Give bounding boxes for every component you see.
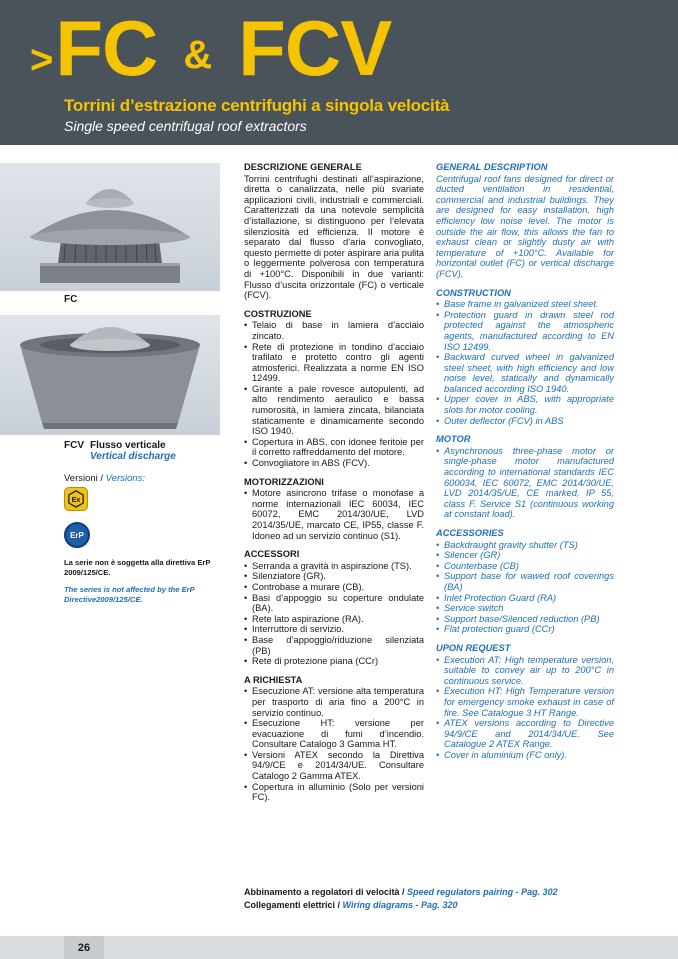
section-body: Centrifugal roof fans designed for direct or ducted ventilation in residential, commercial and industrial buildings. They are designed for easy installation, high efficiency low noise level. The motor is outside the air flow, this allows the fan to exhaust clean or slightly dusty air with temperature of +100°C. Available for horizontal outlet (FC) or vertical discharge (FCV). [436, 173, 614, 279]
title-fc: FC [55, 4, 158, 92]
section-heading: COSTRUZIONE [244, 308, 312, 319]
versions-label [64, 473, 145, 484]
list-item: • Backward curved wheel in galvanized steel sheet, with high efficiency and low noise level, statically and dynamically balanced according ISO 1940. [436, 352, 614, 394]
list-item: • Basi d’appoggio su coperture ondulate (BA). [244, 593, 424, 614]
italian-column [244, 162, 424, 811]
fcv-label-english: Vertical discharge [90, 451, 176, 462]
list-item: • Silenziatore (GR). [244, 571, 424, 582]
list-item: • Upper cover in ABS, with appropriate slots for motor cooling. [436, 394, 614, 415]
list-item: • Convogliatore in ABS (FCV). [244, 458, 424, 469]
list-item: • Esecuzione HT: versione per evacuazione di fumi d’incendio. Consultare Catalogo 3 Gamma HT. [244, 718, 424, 750]
section-heading: MOTOR [436, 434, 471, 445]
fcv-label [64, 440, 166, 451]
title-fcv: FCV [238, 4, 392, 92]
chevron-right-icon: > [30, 38, 54, 82]
section-heading: MOTORIZZAZIONI [244, 476, 324, 487]
list-item: • Serranda a gravità in aspirazione (TS). [244, 561, 424, 572]
erp-note-english: The series is not affected by the ErP Directive2009/125/CE. [64, 585, 195, 604]
reference-label-italian: Abbinamento a regolatori di velocità / [244, 887, 405, 897]
page-title [30, 6, 391, 90]
request-section-it [244, 675, 424, 803]
list-item: • Outer deflector (FCV) in ABS [436, 416, 614, 427]
list-item: • Silencer (GR) [436, 550, 614, 561]
list-item: • Execution HT: High Temperature version for emergency smoke exhaust in case of fire. See Catalogue 3 HT Range. [436, 686, 614, 718]
wiring-diagrams-reference [244, 900, 458, 910]
section-heading: CONSTRUCTION [436, 287, 511, 298]
list-item: • Copertura in alluminio (Solo per versioni FC). [244, 782, 424, 803]
title-ampersand: & [183, 33, 213, 77]
list-item: • Counterbase (CB) [436, 561, 614, 572]
fc-label: FC [64, 294, 78, 305]
list-item: • Controbase a murare (CB). [244, 582, 424, 593]
list-item: • Service switch [436, 603, 614, 614]
section-heading: A RICHIESTA [244, 674, 303, 685]
section-heading: ACCESSORIES [436, 528, 504, 538]
fcv-product-image [0, 315, 220, 435]
list-item: • ATEX versions according to Directive 94/9/CE and 2014/34/UE. See Catalogue 2 ATEX Range. [436, 718, 614, 750]
versions-label-english: Versions: [105, 473, 145, 484]
motor-section-en [436, 434, 614, 520]
versions-label-italian: Versioni / [64, 473, 104, 484]
list-item: • Support base for wawed roof coverings (BA) [436, 571, 614, 592]
section-heading: DESCRIZIONE GENERALE [244, 162, 362, 172]
subtitle-english: Single speed centrifugal roof extractors [64, 118, 307, 134]
erp-note-italian: La serie non è soggetta alla direttiva ErP 2009/125/CE. [64, 558, 211, 577]
fcv-code: FCV [64, 440, 84, 451]
list-item: • Girante a pale rovesce autopulenti, ad alto rendimento aeraulico e bassa rumorosità, in lamiera zincata, bilanciata staticamente e dinamicamente secondo ISO 1940. [244, 384, 424, 437]
list-item: • Telaio di base in lamiera d’acciaio zincato. [244, 320, 424, 341]
accessories-section-en [436, 528, 614, 635]
page-number: 26 [64, 936, 104, 959]
subtitle-italian: Torrini d’estrazione centrifughi a singola velocità [64, 96, 450, 115]
section-heading: ACCESSORI [244, 549, 300, 560]
list-item: • Support base/Silenced reduction (PB) [436, 614, 614, 625]
list-item: • Base frame in galvanized steel sheet. [436, 299, 614, 310]
list-item: • Copertura in ABS, con idonee feritoie per il corretto raffreddamento del motore. [244, 437, 424, 458]
english-column [436, 162, 614, 768]
fcv-label-italian: Flusso verticale [90, 440, 166, 451]
general-section-en [436, 162, 614, 280]
list-item: • Motore asincrono trifase o monofase a norme internazionali IEC 60034, IEC 60072, EMC 2014/30/UE, LVD 2014/35/UE, marcato CE, IP55, classe F. Idoneo ad un servizio continuo (S1). [244, 488, 424, 541]
section-heading: GENERAL DESCRIPTION [436, 162, 548, 172]
atex-ex-icon [64, 487, 88, 511]
fc-product-image [0, 163, 220, 291]
list-item: • Interruttore di servizio. [244, 624, 424, 635]
construction-section-it [244, 309, 424, 469]
list-item: • Backdraught gravity shutter (TS) [436, 540, 614, 551]
list-item: • Rete di protezione in tondino d’acciaio trafilato e protetto contro gli agenti atmosferici. Realizzata a norme EN ISO 12499. [244, 342, 424, 384]
request-section-en [436, 643, 614, 761]
general-section-it [244, 162, 424, 301]
motor-section-it [244, 477, 424, 542]
section-body: Torrini centrifughi destinati all’aspirazione, diretta o canalizzata, nelle più svariate applicazioni civili, industriali e commerciali. Caratterizzati da una notevole semplicità d’istallazione, si distinguono per l’elevata silenziosità ed efficienza. Il motore è separato dal flusso d’aria convogliato, questo permette di poter aspirare aria pulita o leggermente polverosa con temperatura di +100°C. Disponibili in due varianti: Flusso d’uscita orizzontale (FC) o verticale (FCV). [244, 173, 424, 301]
construction-section-en [436, 288, 614, 427]
svg-text:Ex: Ex [71, 495, 81, 505]
reference-label-italian: Collegamenti elettrici / [244, 900, 341, 910]
section-heading: UPON REQUEST [436, 642, 511, 653]
erp-icon: ErP [64, 522, 90, 548]
list-item: • Protection guard in drawn steel rod protected against the atmospheric agents, manufactured according to EN ISO 12499. [436, 310, 614, 352]
list-item: • Cover in aluminium (FC only). [436, 750, 614, 761]
header-bar [0, 0, 678, 145]
list-item: • Flat protection guard (CCr) [436, 624, 614, 635]
accessories-section-it [244, 549, 424, 667]
list-item: • Esecuzione AT: versione alta temperatura per trasporto di aria fino a 200°C in servizio continuo. [244, 686, 424, 718]
list-item: • Base d’appoggio/riduzione silenziata (PB) [244, 635, 424, 656]
list-item: • Versioni ATEX secondo la Direttiva 94/9/CE e 2014/34/UE. Consultare Catalogo 2 Gamma ATEX. [244, 750, 424, 782]
speed-regulators-link[interactable]: Speed regulators pairing - Pag. 302 [407, 887, 558, 897]
list-item: • Rete di protezione piana (CCr) [244, 656, 424, 667]
list-item: • Inlet Protection Guard (RA) [436, 593, 614, 604]
wiring-diagrams-link[interactable]: Wiring diagrams - Pag. 320 [342, 900, 458, 910]
list-item: • Rete lato aspirazione (RA). [244, 614, 424, 625]
speed-regulators-reference [244, 887, 558, 897]
list-item: • Asynchronous three-phase motor or single-phase motor manufactured according to international standards IEC 600034, IEC 60072, EMC 2014/30/UE, LVD 2014/35/UE, CE marked, IP 55, class F. Service S1 (continuous working at constant load). [436, 446, 614, 520]
list-item: • Execution AT: High temperature version, suitable to convey air up to 200°C in continuous service. [436, 655, 614, 687]
